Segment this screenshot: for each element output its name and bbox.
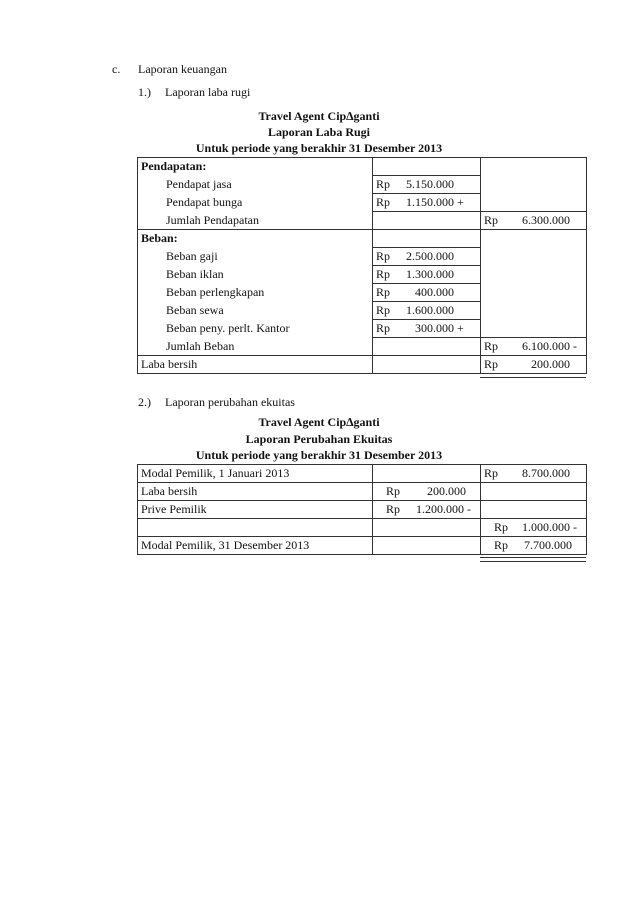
prive-label: Prive Pemilik xyxy=(138,501,373,519)
opening-capital-amount: Rp 8.700.000 xyxy=(481,465,587,483)
net-income-amount: Rp 200.000 xyxy=(373,483,481,501)
expense-item-label: Beban gaji xyxy=(138,248,373,266)
revenue-item-label: Pendapat bunga xyxy=(138,194,373,212)
revenue-item-amount: Rp 5.150.000 xyxy=(373,176,481,194)
expense-item-amount: Rp 300.000 + xyxy=(373,320,481,338)
expense-item-label: Beban perlengkapan xyxy=(138,284,373,302)
revenue-total-amount: Rp 6.300.000 xyxy=(481,212,587,230)
revenue-total-label: Jumlah Pendapatan xyxy=(138,212,373,230)
closing-capital-amount: Rp 7.700.000 xyxy=(481,537,587,555)
expense-item-amount: Rp 2.500.000 xyxy=(373,248,481,266)
expense-item-amount: Rp 1.600.000 xyxy=(373,302,481,320)
income-subtitle: Laporan laba rugi xyxy=(165,85,251,99)
equity-number: 2.) xyxy=(138,395,151,409)
equity-company: Travel Agent Cip∆ganti xyxy=(258,415,380,429)
expense-item-amount: Rp 400.000 xyxy=(373,284,481,302)
expense-item-amount: Rp 1.300.000 xyxy=(373,266,481,284)
table-row xyxy=(138,537,587,555)
table-row xyxy=(138,483,587,501)
income-period: Untuk periode yang berakhir 31 Desember 2013 xyxy=(195,141,443,155)
income-number: 1.) xyxy=(138,85,151,99)
revenue-item-amount: Rp 1.150.000 + xyxy=(373,194,481,212)
equity-report-title: Laporan Perubahan Ekuitas xyxy=(245,432,393,446)
income-report-title: Laporan Laba Rugi xyxy=(267,125,371,139)
table-row xyxy=(138,320,587,338)
double-underline xyxy=(480,373,586,378)
table-row xyxy=(138,302,587,320)
section-letter: c. xyxy=(112,62,121,76)
table-row xyxy=(138,194,587,212)
revenue-item-label: Pendapat jasa xyxy=(138,176,373,194)
equity-change-amount: Rp 1.000.000 - xyxy=(481,519,587,537)
net-income-label: Laba bersih xyxy=(138,356,373,374)
revenue-heading: Pendapatan: xyxy=(138,158,373,176)
table-row xyxy=(138,230,587,248)
table-row xyxy=(138,212,587,230)
expense-item-label: Beban iklan xyxy=(138,266,373,284)
table-row xyxy=(138,465,587,483)
prive-amount: Rp 1.200.000 - xyxy=(373,501,481,519)
table-row xyxy=(138,284,587,302)
double-underline xyxy=(480,557,586,562)
equity-statement-table xyxy=(137,464,587,555)
net-income-label: Laba bersih xyxy=(138,483,373,501)
table-row xyxy=(138,501,587,519)
table-row xyxy=(138,519,587,537)
equity-period: Untuk periode yang berakhir 31 Desember 2013 xyxy=(195,448,443,462)
table-row xyxy=(138,158,587,176)
table-row xyxy=(138,338,587,356)
income-company: Travel Agent Cip∆ganti xyxy=(258,109,380,123)
table-row xyxy=(138,176,587,194)
section-title: Laporan keuangan xyxy=(138,62,227,76)
net-income-amount: Rp 200.000 xyxy=(481,356,587,374)
expense-item-label: Beban sewa xyxy=(138,302,373,320)
income-statement-table xyxy=(137,157,587,374)
table-row xyxy=(138,356,587,374)
expense-total-amount: Rp 6.100.000 - xyxy=(481,338,587,356)
expense-item-label: Beban peny. perlt. Kantor xyxy=(138,320,373,338)
closing-capital-label: Modal Pemilik, 31 Desember 2013 xyxy=(138,537,373,555)
equity-subtitle: Laporan perubahan ekuitas xyxy=(165,395,295,409)
expense-total-label: Jumlah Beban xyxy=(138,338,373,356)
table-row xyxy=(138,248,587,266)
expense-heading: Beban: xyxy=(138,230,373,248)
opening-capital-label: Modal Pemilik, 1 Januari 2013 xyxy=(138,465,373,483)
table-row xyxy=(138,266,587,284)
